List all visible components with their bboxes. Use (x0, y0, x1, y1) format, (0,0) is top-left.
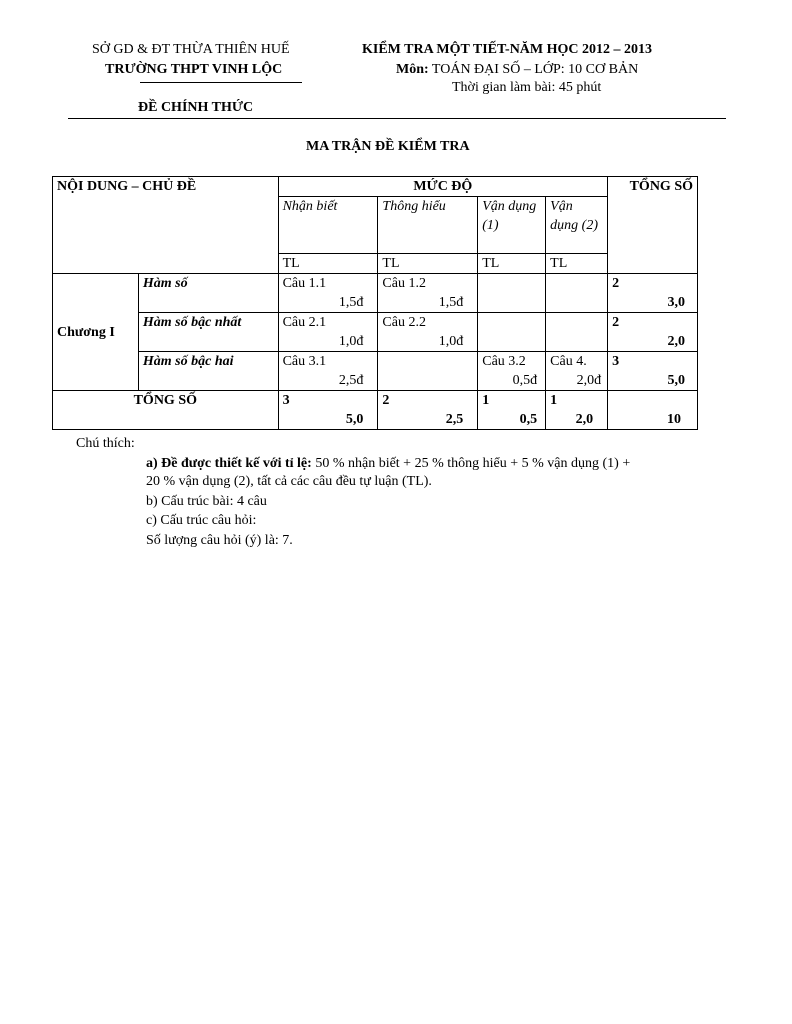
note-a-cont: 20 % vận dụng (2), tất cả các câu đều tự luận (TL). (146, 474, 432, 489)
total-count: 2 (612, 276, 620, 291)
header-level: MỨC ĐỘ (278, 177, 607, 197)
subject-value: TOÁN ĐẠI SỐ – LỚP: 10 CƠ BẢN (431, 62, 639, 77)
header-content: NỘI DUNG – CHỦ ĐỀ (53, 177, 279, 274)
matrix-table (52, 176, 698, 430)
question-cell (278, 313, 378, 352)
total-cell (546, 391, 608, 430)
table-row (53, 274, 698, 313)
topic-cell: Hàm số bậc hai (138, 352, 278, 391)
topic-cell: Hàm số (138, 274, 278, 313)
question-cell (546, 313, 608, 352)
question-label: Câu 4. (550, 354, 587, 369)
total-count: 3 (612, 354, 620, 369)
question-cell (478, 352, 546, 391)
question-cell (378, 274, 478, 313)
level-apply-1: Vận dụng (1) (478, 197, 546, 254)
tl-cell: TL (278, 254, 378, 274)
total-cell (608, 313, 698, 352)
total-cell (478, 391, 546, 430)
chapter-label: Chương I (53, 274, 139, 391)
subject-label: Môn: (396, 62, 429, 77)
question-label: Câu 1.2 (382, 276, 426, 291)
total-score: 5,0 (345, 412, 364, 427)
department-name: SỞ GD & ĐT THỪA THIÊN HUẾ (92, 42, 290, 57)
tl-cell: TL (478, 254, 546, 274)
question-label: Câu 2.2 (382, 315, 426, 330)
topic-cell: Hàm số bậc nhất (138, 313, 278, 352)
question-cell (378, 352, 478, 391)
question-cell (546, 352, 608, 391)
time-line: Thời gian làm bài: 45 phút (452, 80, 602, 95)
grand-total: 10 (667, 412, 681, 427)
question-score: 2,0đ (576, 373, 602, 388)
table-header-row (53, 177, 698, 197)
question-cell (378, 313, 478, 352)
total-count: 2 (382, 393, 390, 408)
total-score: 2,0 (575, 412, 594, 427)
question-score: 1,0đ (338, 334, 364, 349)
total-cell (378, 391, 478, 430)
question-score: 2,5đ (338, 373, 364, 388)
note-c: c) Cấu trúc câu hỏi: (146, 513, 257, 528)
question-score: 1,5đ (338, 295, 364, 310)
note-a-bold: a) Đề được thiết kế với tỉ lệ: (146, 456, 312, 471)
total-count: 1 (482, 393, 490, 408)
school-underline (140, 82, 302, 83)
tl-cell: TL (378, 254, 478, 274)
tl-cell: TL (546, 254, 608, 274)
note-b: b) Cấu trúc bài: 4 câu (146, 494, 267, 509)
total-score: 5,0 (667, 373, 685, 388)
level-recognize: Nhận biết (278, 197, 378, 254)
table-row (53, 313, 698, 352)
totals-row (53, 391, 698, 430)
question-cell (478, 274, 546, 313)
total-cell (608, 274, 698, 313)
notes-label: Chú thích: (76, 436, 135, 451)
matrix-title: MA TRẬN ĐỀ KIỂM TRA (306, 139, 470, 154)
question-cell (478, 313, 546, 352)
header-total: TỔNG SỐ (608, 177, 698, 274)
question-label: Câu 2.1 (282, 315, 327, 330)
total-score: 3,0 (667, 295, 685, 310)
official-label: ĐỀ CHÍNH THỨC (138, 100, 254, 115)
total-count: 2 (612, 315, 620, 330)
question-score: 0,5đ (512, 373, 538, 388)
total-count: 1 (550, 393, 558, 408)
question-score: 1,5đ (438, 295, 464, 310)
question-label: Câu 3.1 (282, 354, 327, 369)
question-label: Câu 3.2 (482, 354, 526, 369)
level-apply-2: Vận dụng (2) (546, 197, 608, 254)
subject-line (396, 62, 638, 78)
grand-total-cell (608, 391, 698, 430)
total-cell (278, 391, 378, 430)
total-count: 3 (282, 393, 290, 408)
table-row (53, 352, 698, 391)
total-cell (608, 352, 698, 391)
total-score: 2,0 (667, 334, 685, 349)
totals-label: TỔNG SỐ (53, 391, 279, 430)
exam-title: KIỂM TRA MỘT TIẾT-NĂM HỌC 2012 – 2013 (362, 42, 653, 57)
total-score: 0,5 (519, 412, 538, 427)
header-divider (68, 118, 726, 119)
note-a-text: 50 % nhận biết + 25 % thông hiểu + 5 % vận dụng (1) + (315, 456, 631, 471)
question-cell (278, 274, 378, 313)
question-label: Câu 1.1 (282, 276, 327, 291)
note-a (146, 456, 630, 472)
question-cell (278, 352, 378, 391)
total-score: 2,5 (445, 412, 464, 427)
note-d: Số lượng câu hỏi (ý) là: 7. (146, 533, 293, 548)
school-name: TRƯỜNG THPT VINH LỘC (105, 62, 283, 77)
question-score: 1,0đ (438, 334, 464, 349)
level-understand: Thông hiểu (378, 197, 478, 254)
question-cell (546, 274, 608, 313)
